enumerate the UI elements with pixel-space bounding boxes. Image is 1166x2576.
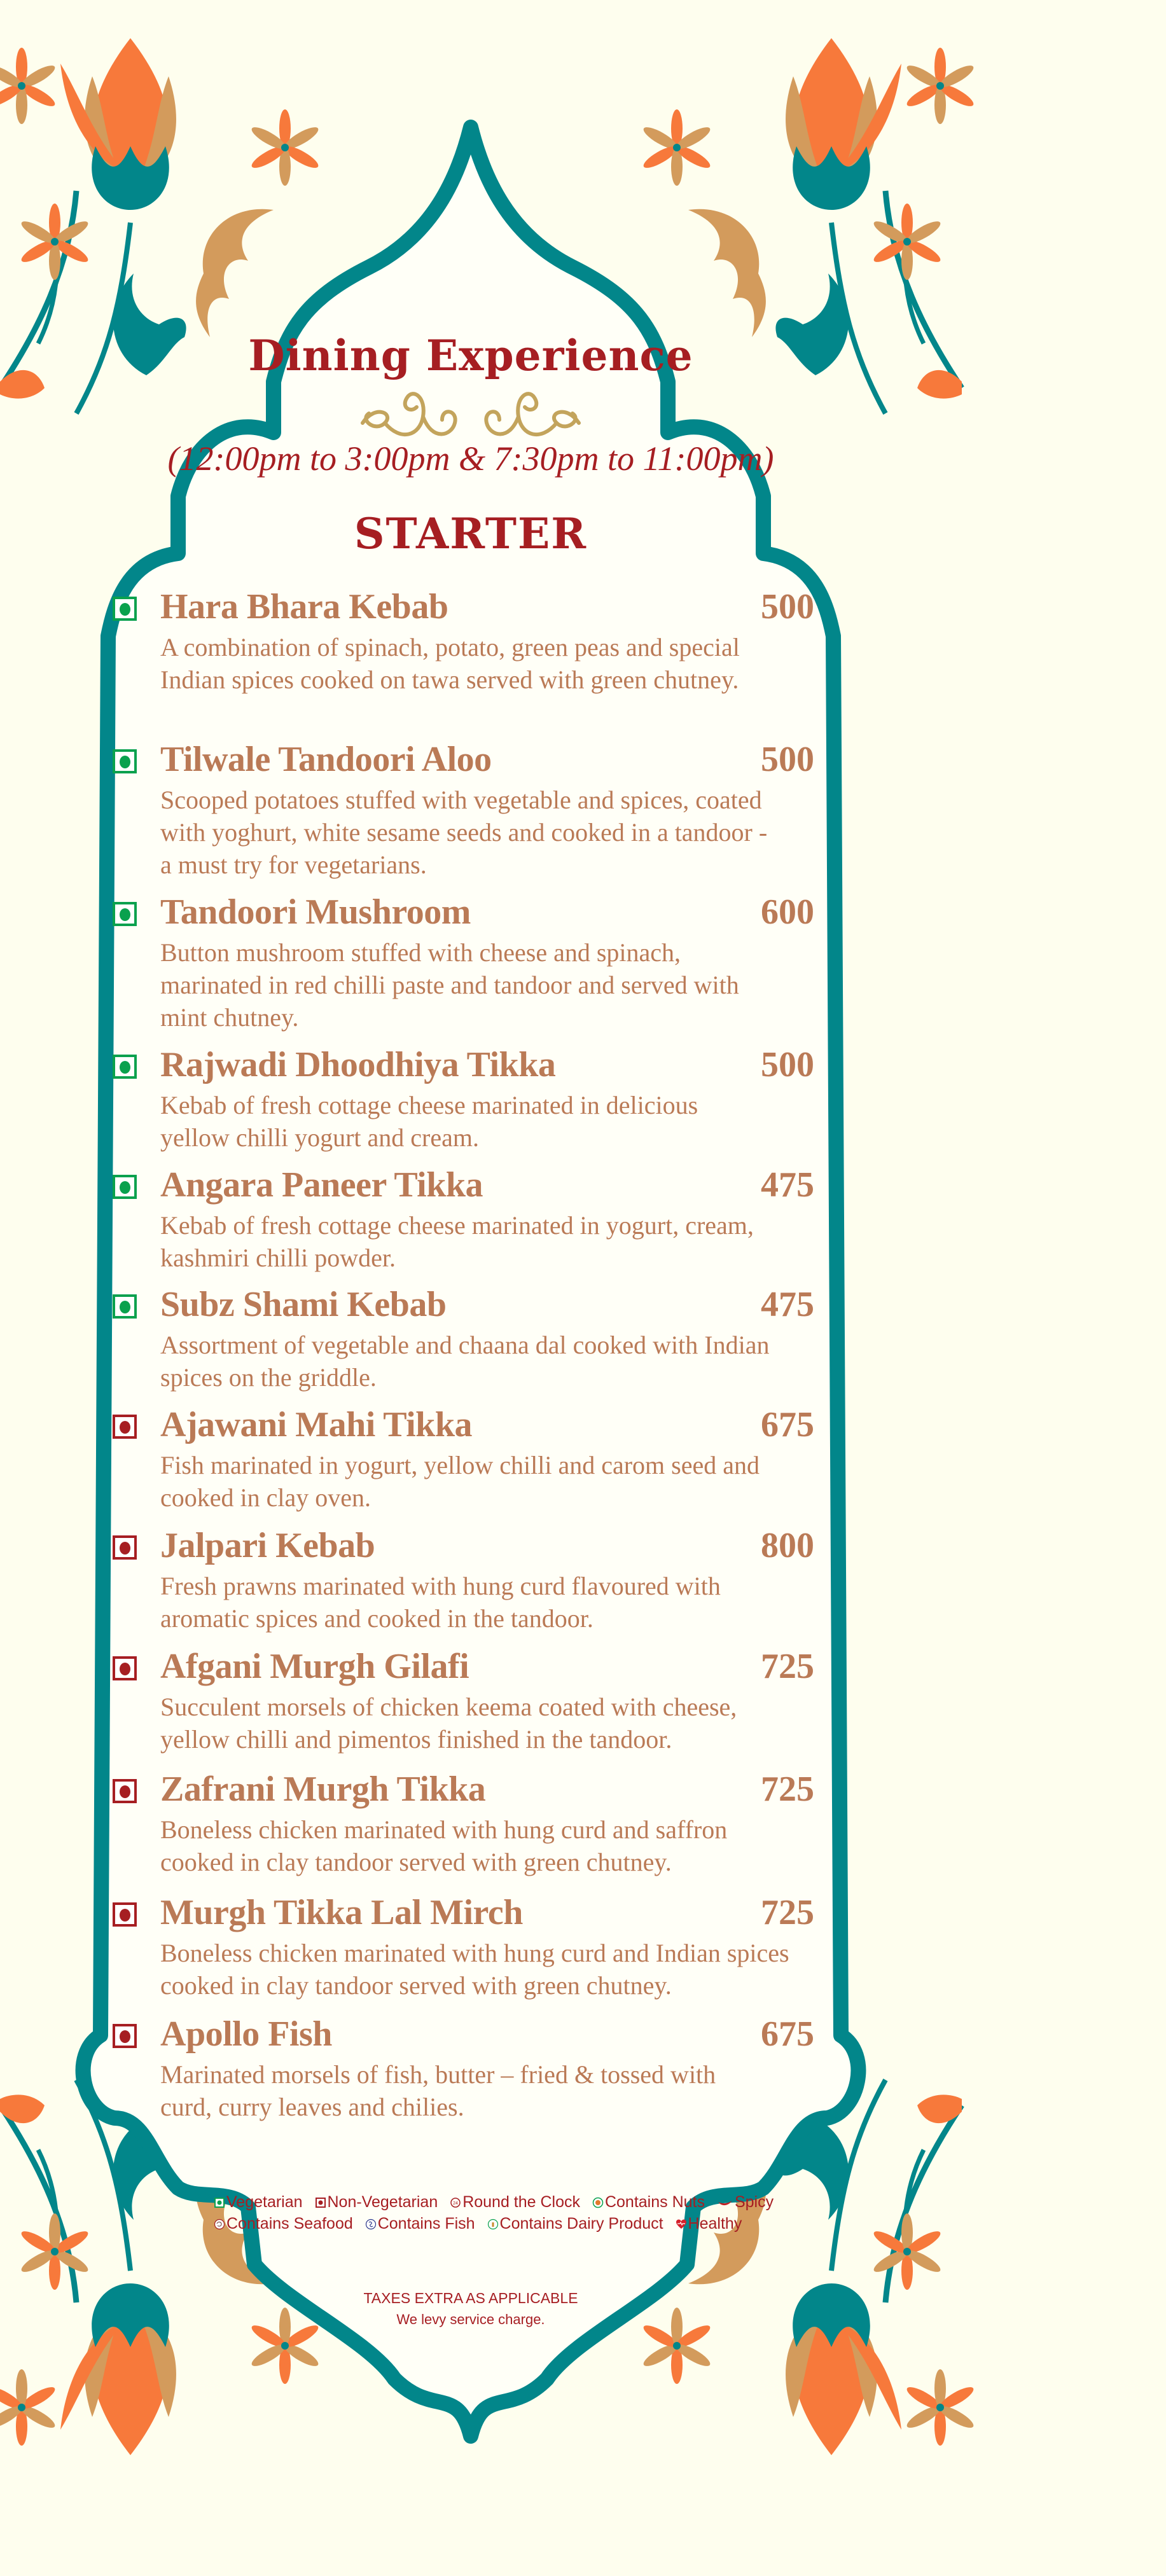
nonveg-mark-icon [315,2197,326,2208]
legend-contains-fish [365,2215,475,2233]
item-description: Succulent morsels of chicken keema coated with cheese, yellow chilli and pimentos finished in the tandoor. [160,1693,737,1754]
nonveg-mark-icon [113,1415,137,1439]
item-name: Tandoori Mushroom [160,892,471,932]
legend-non-vegetarian [315,2193,438,2212]
veg-mark-icon [214,2197,225,2208]
legend-label: Non-Vegetarian [327,2193,438,2211]
item-description: Scooped potatoes stuffed with vegetable and spices, coated with yoghurt, white sesame seeds and cooked in a tandoor - a must try for vegetarians. [160,786,768,879]
legend-healthy [676,2215,742,2233]
section-heading-starter: STARTER [354,509,588,558]
item-description: Marinated morsels of fish, butter – fried & tossed with curd, curry leaves and chilies. [160,2060,716,2121]
veg-mark-icon [113,902,137,926]
svg-text:24: 24 [453,2201,459,2206]
service-hours: (12:00pm to 3:00pm & 7:30pm to 11:00pm) [167,440,774,478]
seafood-icon [214,2219,225,2230]
legend-round-the-clock [450,2193,580,2212]
item-description: Boneless chicken marinated with hung curd and Indian spices cooked in clay tandoor served with green chutney. [160,1939,789,2000]
veg-mark-icon [113,1175,137,1199]
item-name: Apollo Fish [160,2014,332,2054]
legend-label: Healthy [688,2215,742,2233]
item-price: 725 [761,1647,814,1686]
heart-icon [676,2219,687,2230]
legend-label: Round the Clock [462,2193,581,2211]
item-price: 500 [761,740,814,779]
legend-label: Contains Seafood [226,2215,353,2233]
item-description: Assortment of vegetable and chaana dal cooked with Indian spices on the griddle. [160,1331,770,1392]
nonveg-mark-icon [113,1902,137,1927]
item-price: 675 [761,1405,814,1444]
item-price: 500 [761,587,814,627]
nonveg-mark-icon [113,2024,137,2048]
item-price: 725 [761,1769,814,1809]
legend-label: Vegetarian [226,2193,303,2211]
item-description: Fresh prawns marinated with hung curd flavoured with aromatic spices and cooked in the tandoor. [160,1572,721,1633]
fish-icon [365,2219,377,2230]
item-price: 800 [761,1526,814,1565]
page-title: Dining Experience [248,331,693,380]
item-price: 675 [761,2014,814,2054]
legend-contains-nuts [592,2193,705,2212]
veg-mark-icon [113,1055,137,1079]
taxes-note: TAXES EXTRA AS APPLICABLE [363,2290,578,2306]
legend-label: Contains Nuts [604,2193,705,2211]
legend-contains-seafood [214,2215,353,2233]
item-description: Button mushroom stuffed with cheese and spinach, marinated in red chilli paste and tandoor and served with mint chutney. [160,938,739,1032]
item-price: 500 [761,1045,814,1084]
item-description: A combination of spinach, potato, green peas and special Indian spices cooked on tawa served with green chutney. [160,633,740,694]
nuts-icon [592,2197,604,2208]
item-name: Subz Shami Kebab [160,1285,447,1324]
item-name: Zafrani Murgh Tikka [160,1769,486,1809]
legend-label: Spicy [734,2193,774,2211]
item-price: 475 [761,1285,814,1324]
dairy-icon [487,2219,499,2230]
legend-row-1 [210,2193,774,2212]
legend-spicy [717,2193,774,2212]
nonveg-mark-icon [113,1779,137,1803]
item-name: Afgani Murgh Gilafi [160,1647,469,1686]
veg-mark-icon [113,1294,137,1319]
chilli-icon [717,2197,733,2208]
clock-24-icon [450,2197,461,2208]
item-name: Murgh Tikka Lal Mirch [160,1893,523,1932]
item-name: Angara Paneer Tikka [160,1165,483,1205]
item-price: 475 [761,1165,814,1205]
nonveg-mark-icon [113,1535,137,1560]
item-price: 600 [761,892,814,932]
item-name: Ajawani Mahi Tikka [160,1405,472,1444]
item-description: Kebab of fresh cottage cheese marinated in yogurt, cream, kashmiri chilli powder. [160,1211,754,1272]
legend-vegetarian [214,2193,303,2212]
item-name: Jalpari Kebab [160,1526,375,1565]
veg-mark-icon [113,749,137,773]
nonveg-mark-icon [113,1656,137,1680]
legend-contains-dairy [487,2215,663,2233]
legend-label: Contains Fish [377,2215,475,2233]
item-name: Rajwadi Dhoodhiya Tikka [160,1045,556,1084]
service-charge-note: We levy service charge. [396,2311,545,2327]
legend-row-2 [210,2215,742,2233]
item-name: Tilwale Tandoori Aloo [160,740,492,779]
veg-mark-icon [113,597,137,621]
item-description: Boneless chicken marinated with hung curd and saffron cooked in clay tandoor served with green chutney. [160,1815,728,1876]
item-price: 725 [761,1893,814,1932]
legend-label: Contains Dairy Product [499,2215,663,2233]
item-description: Fish marinated in yogurt, yellow chilli and carom seed and cooked in clay oven. [160,1451,760,1512]
item-description: Kebab of fresh cottage cheese marinated in delicious yellow chilli yogurt and cream. [160,1091,698,1152]
item-name: Hara Bhara Kebab [160,587,448,627]
